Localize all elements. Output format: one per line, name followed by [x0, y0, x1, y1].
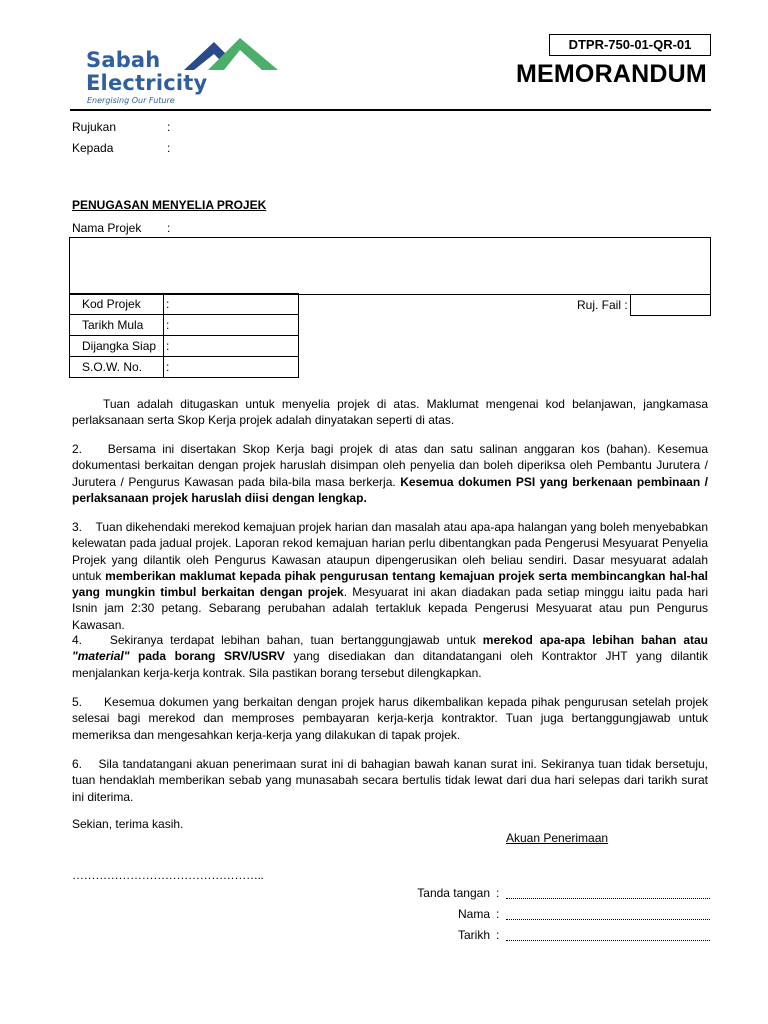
paragraph-4-text-a: 4. Sekiranya terdapat lebihan bahan, tuan bertanggungjawab untuk	[72, 633, 483, 647]
paragraph-5-text: 5. Kesemua dokumen yang berkaitan dengan projek harus dikembalikan kepada pihak pengurusan setelah projek selesai bagi merekod dan memproses pembayaran kerja-kerja kontraktor. Tuan juga bertanggungjawab untuk memeriksa dan mengesahkan kerja-kerja yang dilakukan di tapak projek.	[72, 695, 708, 742]
paragraph-1	[72, 396, 708, 429]
table-row	[70, 315, 299, 336]
paragraph-3-text-c: . Mesyuarat ini akan diadakan pada setiap minggu iaitu pada hari Isnin jam 2:30 petang. Sebarang perubahan adalah tertakluk kepada Pengerusi Mesyuarat atau pun Pengurus Kawasan.	[72, 585, 708, 632]
paragraph-3	[72, 519, 708, 633]
logo-text-electricity: Electricity	[86, 71, 208, 95]
tarikh-label: Tarikh	[457, 928, 490, 942]
page-title: MEMORANDUM	[516, 60, 707, 88]
rujukan-colon: :	[167, 120, 171, 134]
paragraph-5	[72, 694, 708, 743]
paragraph-3-text-a: 3. Tuan dikehendaki merekod kemajuan projek harian dan masalah atau apa-apa halangan yang boleh menyebabkan kelewatan pada jadual projek. Laporan rekod kemajuan harian perlu dibentangkan pada Pengerusi Mesyuarat Penyelia Projek yang dilantik oleh Pengurus Kawasan ataupun dipengerusikan oleh beliau sendiri. Dasar mesyuarat adalah untuk	[72, 520, 708, 583]
nama-label: Nama	[457, 907, 490, 921]
kepada-label: Kepada	[72, 141, 114, 155]
paragraph-6	[72, 756, 708, 805]
nama-projek-box[interactable]	[69, 237, 711, 295]
paragraph-6-text: 6. Sila tandatangani akuan penerimaan surat ini di bahagian bawah kanan surat ini. Sekiranya tuan tidak bersetuju, tuan hendaklah memberikan sebab yang munasabah secara bertulis tidak lewat dari dua hari selepas dari tarikh surat ini diterima.	[72, 757, 708, 804]
paragraph-2	[72, 441, 708, 506]
tarikh-mula-label: Tarikh Mula	[70, 315, 164, 336]
nama-projek-label: Nama Projek	[72, 221, 142, 235]
nama-field[interactable]	[506, 919, 710, 920]
table-row	[70, 357, 299, 378]
tarikh-mula-field[interactable]: :	[164, 315, 299, 336]
logo-text-sabah: Sabah	[86, 48, 161, 72]
ruj-fail-field[interactable]	[630, 294, 711, 316]
paragraph-2-bold: Kesemua dokumen PSI yang berkenaan pembinaan / perlaksanaan projek haruslah diisi dengan lengkap	[72, 474, 709, 505]
kod-projek-label: Kod Projek	[70, 294, 164, 315]
table-row	[70, 294, 299, 315]
tarikh-colon: :	[496, 928, 500, 942]
kod-projek-field[interactable]: :	[164, 294, 299, 315]
paragraph-1-text: Tuan adalah ditugaskan untuk menyelia projek di atas. Maklumat mengenai kod belanjawan, jangkamasa perlaksanaan serta Skop Kerja projek adalah dinyatakan seperti di atas.	[72, 397, 708, 428]
signature-row	[350, 886, 710, 904]
tanda-tangan-colon: :	[496, 886, 500, 900]
paragraph-2-end: .	[363, 490, 367, 505]
nama-projek-colon: :	[167, 221, 171, 235]
tarikh-field[interactable]	[506, 940, 710, 941]
date-row	[350, 928, 710, 946]
table-row	[70, 336, 299, 357]
kepada-colon: :	[167, 141, 171, 155]
logo-tagline: Energising Our Future	[87, 96, 175, 105]
sow-no-field[interactable]: :	[164, 357, 299, 378]
ruj-fail-label: Ruj. Fail :	[577, 298, 628, 312]
dijangka-siap-field[interactable]: :	[164, 336, 299, 357]
paragraph-4-bold-a: merekod apa-apa lebihan bahan atau	[482, 633, 708, 647]
section-title: PENUGASAN MENYELIA PROJEK	[72, 198, 267, 212]
document-code: DTPR-750-01-QR-01	[549, 34, 711, 56]
paragraph-4	[72, 632, 708, 681]
sow-no-label: S.O.W. No.	[70, 357, 164, 378]
signature-dotted-line: …………………………………………..	[72, 868, 264, 882]
name-row	[350, 907, 710, 925]
paragraph-4-text-e: yang disediakan dan ditandatangani oleh Kontraktor JHT yang dilantik menjalankan kerja-kerja kontrak. Sila pastikan borang tersebut dilengkapkan.	[72, 649, 708, 680]
tanda-tangan-label: Tanda tangan	[417, 886, 490, 900]
nama-colon: :	[496, 907, 500, 921]
project-details-table	[69, 293, 299, 378]
paragraph-2-text: 2. Bersama ini disertakan Skop Kerja bagi projek di atas dan satu salinan anggaran kos (bahan). Kesemua dokumentasi berkaitan dengan projek haruslah disimpan oleh penyelia dan boleh diperiksa oleh Pembantu Jurutera / Jurutera / Pengurus Kawasan pada bila-bila masa berkerja.	[72, 442, 708, 489]
paragraph-4-bold-b: pada borang SRV/USRV	[129, 649, 285, 664]
dijangka-siap-label: Dijangka Siap	[70, 336, 164, 357]
paragraph-4-material: "material"	[72, 649, 130, 664]
header-divider	[70, 109, 711, 111]
acknowledgement-title: Akuan Penerimaan	[506, 831, 609, 845]
tanda-tangan-field[interactable]	[506, 898, 710, 899]
paragraph-3-bold: memberikan maklumat kepada pihak pengurusan tentang kemajuan projek serta membincangkan hal-hal yang mungkin timbul berkaitan dengan projek	[72, 568, 708, 600]
closing-text: Sekian, terima kasih.	[72, 817, 184, 831]
rujukan-label: Rujukan	[72, 120, 117, 134]
